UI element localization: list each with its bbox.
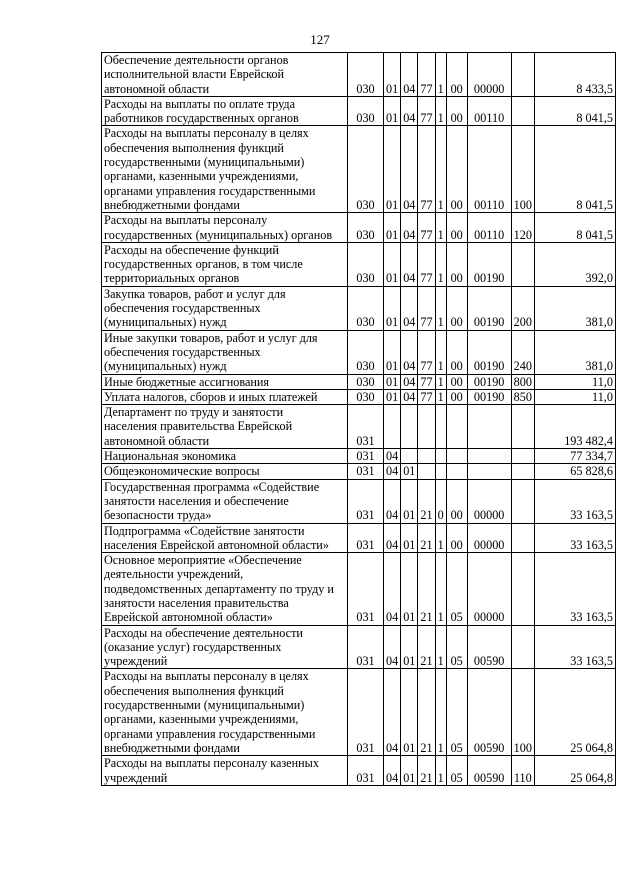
section-code-cell: 01 bbox=[384, 126, 401, 213]
measure-code-cell: 05 bbox=[446, 553, 467, 625]
amount-cell: 33 163,5 bbox=[534, 523, 615, 553]
table-row bbox=[102, 286, 616, 330]
table-body bbox=[102, 53, 616, 786]
item-name-cell bbox=[102, 213, 348, 243]
section-code-cell: 04 bbox=[384, 449, 401, 464]
item-name-cell bbox=[102, 53, 348, 97]
amount-cell: 8 041,5 bbox=[534, 126, 615, 213]
expense-type-code-cell bbox=[511, 449, 534, 464]
measure-code-cell: 00 bbox=[446, 479, 467, 523]
item-name-cell bbox=[102, 242, 348, 286]
item-name-cell bbox=[102, 286, 348, 330]
subprogram-code-cell: 1 bbox=[435, 286, 446, 330]
item-name-cell bbox=[102, 553, 348, 625]
direction-code-cell bbox=[467, 449, 511, 464]
subsection-code-cell: 04 bbox=[401, 53, 418, 97]
table-row bbox=[102, 96, 616, 126]
item-name-cell bbox=[102, 669, 348, 756]
measure-code-cell: 00 bbox=[446, 242, 467, 286]
item-name-line: внебюджетными фондами bbox=[104, 197, 240, 212]
subprogram-code-cell: 0 bbox=[435, 479, 446, 523]
item-name-line: автономной области bbox=[104, 433, 210, 448]
item-name-line: Департамент по труду и занятости bbox=[104, 405, 284, 420]
direction-code-cell: 00590 bbox=[467, 625, 511, 669]
direction-code-cell: 00190 bbox=[467, 389, 511, 404]
section-code-cell: 01 bbox=[384, 53, 401, 97]
expense-type-code-cell: 200 bbox=[511, 286, 534, 330]
item-name-line: территориальных органов bbox=[104, 271, 240, 286]
expense-type-code-cell: 100 bbox=[511, 126, 534, 213]
item-name-line: Расходы на выплаты персоналу bbox=[104, 213, 268, 228]
program-code-cell: 77 bbox=[418, 213, 435, 243]
amount-cell: 8 041,5 bbox=[534, 213, 615, 243]
direction-code-cell: 00110 bbox=[467, 96, 511, 126]
amount-cell: 381,0 bbox=[534, 330, 615, 374]
subprogram-code-cell: 1 bbox=[435, 389, 446, 404]
program-code-cell: 21 bbox=[418, 669, 435, 756]
direction-code-cell: 00590 bbox=[467, 669, 511, 756]
table-row bbox=[102, 464, 616, 479]
expense-type-code-cell bbox=[511, 553, 534, 625]
item-name-line: органами, казенными учреждениями, bbox=[104, 712, 299, 727]
item-name-line: государственными (муниципальными) bbox=[104, 155, 305, 170]
subsection-code-cell: 01 bbox=[401, 553, 418, 625]
item-name-cell bbox=[102, 405, 348, 449]
department-code-cell: 030 bbox=[348, 53, 384, 97]
item-name-cell bbox=[102, 449, 348, 464]
subsection-code-cell: 01 bbox=[401, 464, 418, 479]
measure-code-cell: 00 bbox=[446, 126, 467, 213]
expense-type-code-cell bbox=[511, 479, 534, 523]
expense-type-code-cell: 850 bbox=[511, 389, 534, 404]
amount-cell: 8 041,5 bbox=[534, 96, 615, 126]
table-row bbox=[102, 374, 616, 389]
program-code-cell: 21 bbox=[418, 523, 435, 553]
table-row bbox=[102, 389, 616, 404]
table-row bbox=[102, 53, 616, 97]
program-code-cell: 21 bbox=[418, 553, 435, 625]
amount-cell: 65 828,6 bbox=[534, 464, 615, 479]
subsection-code-cell bbox=[401, 449, 418, 464]
item-name-line: органами, казенными учреждениями, bbox=[104, 169, 299, 184]
table-row bbox=[102, 479, 616, 523]
item-name-line: государственных органов, в том числе bbox=[104, 257, 303, 272]
subsection-code-cell: 04 bbox=[401, 374, 418, 389]
item-name-line: Иные бюджетные ассигнования bbox=[104, 374, 270, 389]
measure-code-cell: 00 bbox=[446, 96, 467, 126]
measure-code-cell: 00 bbox=[446, 213, 467, 243]
subsection-code-cell: 04 bbox=[401, 330, 418, 374]
direction-code-cell: 00000 bbox=[467, 523, 511, 553]
amount-cell: 11,0 bbox=[534, 389, 615, 404]
section-code-cell: 01 bbox=[384, 389, 401, 404]
expense-type-code-cell bbox=[511, 53, 534, 97]
item-name-line: Иные закупки товаров, работ и услуг для bbox=[104, 330, 318, 345]
subsection-code-cell: 01 bbox=[401, 479, 418, 523]
program-code-cell: 77 bbox=[418, 126, 435, 213]
subprogram-code-cell: 1 bbox=[435, 96, 446, 126]
table-row bbox=[102, 213, 616, 243]
section-code-cell: 01 bbox=[384, 374, 401, 389]
page-number: 127 bbox=[310, 32, 330, 47]
subsection-code-cell: 04 bbox=[401, 96, 418, 126]
item-name-line: Государственная программа «Содействие bbox=[104, 479, 320, 494]
subprogram-code-cell: 1 bbox=[435, 213, 446, 243]
department-code-cell: 031 bbox=[348, 553, 384, 625]
program-code-cell: 77 bbox=[418, 53, 435, 97]
subsection-code-cell: 01 bbox=[401, 756, 418, 786]
department-code-cell: 031 bbox=[348, 625, 384, 669]
department-code-cell: 031 bbox=[348, 669, 384, 756]
item-name-cell bbox=[102, 479, 348, 523]
measure-code-cell: 00 bbox=[446, 286, 467, 330]
section-code-cell: 04 bbox=[384, 479, 401, 523]
subprogram-code-cell bbox=[435, 464, 446, 479]
item-name-line: (оказание услуг) государственных bbox=[104, 639, 282, 654]
item-name-line: государственными (муниципальными) bbox=[104, 698, 305, 713]
item-name-line: обеспечения государственных bbox=[104, 301, 261, 316]
item-name-line: Расходы на выплаты по оплате труда bbox=[104, 96, 296, 111]
program-code-cell: 77 bbox=[418, 374, 435, 389]
direction-code-cell: 00190 bbox=[467, 286, 511, 330]
department-code-cell: 031 bbox=[348, 756, 384, 786]
amount-cell: 33 163,5 bbox=[534, 479, 615, 523]
direction-code-cell: 00590 bbox=[467, 756, 511, 786]
item-name-line: органами управления государственными bbox=[104, 183, 316, 198]
program-code-cell: 77 bbox=[418, 330, 435, 374]
item-name-line: Расходы на выплаты персоналу в целях bbox=[104, 126, 309, 141]
item-name-cell bbox=[102, 756, 348, 786]
expense-type-code-cell bbox=[511, 523, 534, 553]
expense-type-code-cell: 100 bbox=[511, 669, 534, 756]
department-code-cell: 030 bbox=[348, 286, 384, 330]
amount-cell: 33 163,5 bbox=[534, 625, 615, 669]
item-name-line: учреждений bbox=[104, 770, 168, 785]
section-code-cell: 01 bbox=[384, 242, 401, 286]
direction-code-cell: 00000 bbox=[467, 53, 511, 97]
program-code-cell: 77 bbox=[418, 96, 435, 126]
program-code-cell: 77 bbox=[418, 389, 435, 404]
table-row bbox=[102, 405, 616, 449]
item-name-line: органами управления государственными bbox=[104, 726, 316, 741]
expense-type-code-cell: 240 bbox=[511, 330, 534, 374]
department-code-cell: 031 bbox=[348, 449, 384, 464]
measure-code-cell: 00 bbox=[446, 374, 467, 389]
subprogram-code-cell: 1 bbox=[435, 523, 446, 553]
department-code-cell: 031 bbox=[348, 405, 384, 449]
department-code-cell: 031 bbox=[348, 479, 384, 523]
measure-code-cell: 05 bbox=[446, 625, 467, 669]
measure-code-cell: 00 bbox=[446, 53, 467, 97]
direction-code-cell bbox=[467, 405, 511, 449]
item-name-line: Уплата налогов, сборов и иных платежей bbox=[104, 389, 318, 404]
expense-type-code-cell bbox=[511, 464, 534, 479]
item-name-line: учреждений bbox=[104, 654, 168, 669]
item-name-cell bbox=[102, 126, 348, 213]
subsection-code-cell bbox=[401, 405, 418, 449]
section-code-cell: 01 bbox=[384, 213, 401, 243]
table-row bbox=[102, 669, 616, 756]
item-name-cell bbox=[102, 389, 348, 404]
expense-type-code-cell bbox=[511, 625, 534, 669]
item-name-line: Национальная экономика bbox=[104, 449, 237, 464]
program-code-cell: 77 bbox=[418, 242, 435, 286]
subsection-code-cell: 01 bbox=[401, 669, 418, 756]
item-name-line: Подпрограмма «Содействие занятости bbox=[104, 523, 305, 538]
table-row bbox=[102, 553, 616, 625]
table-row bbox=[102, 625, 616, 669]
amount-cell: 193 482,4 bbox=[534, 405, 615, 449]
section-code-cell: 01 bbox=[384, 330, 401, 374]
program-code-cell: 21 bbox=[418, 756, 435, 786]
measure-code-cell: 00 bbox=[446, 523, 467, 553]
section-code-cell bbox=[384, 405, 401, 449]
program-code-cell bbox=[418, 405, 435, 449]
section-code-cell: 04 bbox=[384, 625, 401, 669]
department-code-cell: 031 bbox=[348, 464, 384, 479]
subprogram-code-cell: 1 bbox=[435, 53, 446, 97]
item-name-line: Еврейской автономной области» bbox=[104, 610, 273, 625]
section-code-cell: 04 bbox=[384, 553, 401, 625]
expense-type-code-cell bbox=[511, 405, 534, 449]
item-name-line: Расходы на обеспечение функций bbox=[104, 242, 279, 257]
table-row bbox=[102, 523, 616, 553]
department-code-cell: 030 bbox=[348, 126, 384, 213]
item-name-line: автономной области bbox=[104, 81, 210, 96]
program-code-cell: 21 bbox=[418, 625, 435, 669]
amount-cell: 25 064,8 bbox=[534, 669, 615, 756]
measure-code-cell: 00 bbox=[446, 330, 467, 374]
direction-code-cell: 00110 bbox=[467, 213, 511, 243]
amount-cell: 33 163,5 bbox=[534, 553, 615, 625]
program-code-cell: 21 bbox=[418, 479, 435, 523]
subprogram-code-cell: 1 bbox=[435, 669, 446, 756]
amount-cell: 392,0 bbox=[534, 242, 615, 286]
direction-code-cell: 00190 bbox=[467, 242, 511, 286]
subprogram-code-cell: 1 bbox=[435, 756, 446, 786]
budget-table bbox=[101, 52, 616, 786]
section-code-cell: 01 bbox=[384, 286, 401, 330]
amount-cell: 77 334,7 bbox=[534, 449, 615, 464]
item-name-line: исполнительной власти Еврейской bbox=[104, 67, 285, 82]
measure-code-cell bbox=[446, 449, 467, 464]
item-name-cell bbox=[102, 330, 348, 374]
direction-code-cell: 00000 bbox=[467, 479, 511, 523]
item-name-line: населения Еврейской автономной области» bbox=[104, 537, 329, 552]
amount-cell: 8 433,5 bbox=[534, 53, 615, 97]
measure-code-cell bbox=[446, 464, 467, 479]
department-code-cell: 030 bbox=[348, 389, 384, 404]
department-code-cell: 030 bbox=[348, 330, 384, 374]
amount-cell: 381,0 bbox=[534, 286, 615, 330]
program-code-cell: 77 bbox=[418, 286, 435, 330]
section-code-cell: 04 bbox=[384, 464, 401, 479]
subsection-code-cell: 01 bbox=[401, 523, 418, 553]
amount-cell: 25 064,8 bbox=[534, 756, 615, 786]
item-name-line: Общеэкономические вопросы bbox=[104, 464, 260, 479]
item-name-line: населения правительства Еврейской bbox=[104, 419, 293, 434]
section-code-cell: 04 bbox=[384, 669, 401, 756]
item-name-line: обеспечения государственных bbox=[104, 344, 261, 359]
direction-code-cell bbox=[467, 464, 511, 479]
expense-type-code-cell: 800 bbox=[511, 374, 534, 389]
table-row bbox=[102, 756, 616, 786]
expense-type-code-cell bbox=[511, 242, 534, 286]
direction-code-cell: 00000 bbox=[467, 553, 511, 625]
item-name-line: обеспечения выполнения функций bbox=[104, 140, 284, 155]
item-name-line: подведомственных департаменту по труду и bbox=[104, 581, 334, 596]
item-name-line: внебюджетными фондами bbox=[104, 740, 240, 755]
department-code-cell: 030 bbox=[348, 96, 384, 126]
measure-code-cell: 05 bbox=[446, 669, 467, 756]
section-code-cell: 01 bbox=[384, 96, 401, 126]
subsection-code-cell: 01 bbox=[401, 625, 418, 669]
subsection-code-cell: 04 bbox=[401, 286, 418, 330]
expense-type-code-cell bbox=[511, 96, 534, 126]
item-name-line: государственных (муниципальных) органов bbox=[104, 227, 333, 242]
item-name-line: безопасности труда» bbox=[104, 508, 212, 523]
expense-type-code-cell: 110 bbox=[511, 756, 534, 786]
section-code-cell: 04 bbox=[384, 523, 401, 553]
department-code-cell: 030 bbox=[348, 242, 384, 286]
item-name-cell bbox=[102, 625, 348, 669]
item-name-line: Основное мероприятие «Обеспечение bbox=[104, 553, 302, 568]
direction-code-cell: 00110 bbox=[467, 126, 511, 213]
item-name-line: Закупка товаров, работ и услуг для bbox=[104, 286, 286, 301]
subprogram-code-cell bbox=[435, 449, 446, 464]
direction-code-cell: 00190 bbox=[467, 330, 511, 374]
item-name-line: занятости населения правительства bbox=[104, 595, 289, 610]
subprogram-code-cell: 1 bbox=[435, 242, 446, 286]
subsection-code-cell: 04 bbox=[401, 126, 418, 213]
subsection-code-cell: 04 bbox=[401, 242, 418, 286]
item-name-line: работников государственных органов bbox=[104, 111, 299, 126]
subprogram-code-cell: 1 bbox=[435, 374, 446, 389]
item-name-cell bbox=[102, 464, 348, 479]
item-name-cell bbox=[102, 523, 348, 553]
subprogram-code-cell: 1 bbox=[435, 126, 446, 213]
subsection-code-cell: 04 bbox=[401, 389, 418, 404]
item-name-line: занятости населения и обеспечение bbox=[104, 493, 289, 508]
table-row bbox=[102, 330, 616, 374]
item-name-line: Расходы на выплаты персоналу казенных bbox=[104, 756, 319, 771]
table-row bbox=[102, 242, 616, 286]
direction-code-cell: 00190 bbox=[467, 374, 511, 389]
item-name-line: деятельности учреждений, bbox=[104, 567, 244, 582]
item-name-cell bbox=[102, 374, 348, 389]
table-row bbox=[102, 449, 616, 464]
subsection-code-cell: 04 bbox=[401, 213, 418, 243]
item-name-line: (муниципальных) нужд bbox=[104, 315, 227, 330]
department-code-cell: 030 bbox=[348, 374, 384, 389]
measure-code-cell: 05 bbox=[446, 756, 467, 786]
subprogram-code-cell: 1 bbox=[435, 553, 446, 625]
item-name-cell bbox=[102, 96, 348, 126]
item-name-line: Обеспечение деятельности органов bbox=[104, 53, 289, 67]
program-code-cell bbox=[418, 464, 435, 479]
department-code-cell: 031 bbox=[348, 523, 384, 553]
measure-code-cell bbox=[446, 405, 467, 449]
department-code-cell: 030 bbox=[348, 213, 384, 243]
section-code-cell: 04 bbox=[384, 756, 401, 786]
subprogram-code-cell: 1 bbox=[435, 330, 446, 374]
subprogram-code-cell bbox=[435, 405, 446, 449]
item-name-line: обеспечения выполнения функций bbox=[104, 683, 284, 698]
item-name-line: Расходы на выплаты персоналу в целях bbox=[104, 669, 309, 684]
expense-type-code-cell: 120 bbox=[511, 213, 534, 243]
measure-code-cell: 00 bbox=[446, 389, 467, 404]
item-name-line: (муниципальных) нужд bbox=[104, 359, 227, 374]
subprogram-code-cell: 1 bbox=[435, 625, 446, 669]
item-name-line: Расходы на обеспечение деятельности bbox=[104, 625, 303, 640]
table-row bbox=[102, 126, 616, 213]
program-code-cell bbox=[418, 449, 435, 464]
amount-cell: 11,0 bbox=[534, 374, 615, 389]
